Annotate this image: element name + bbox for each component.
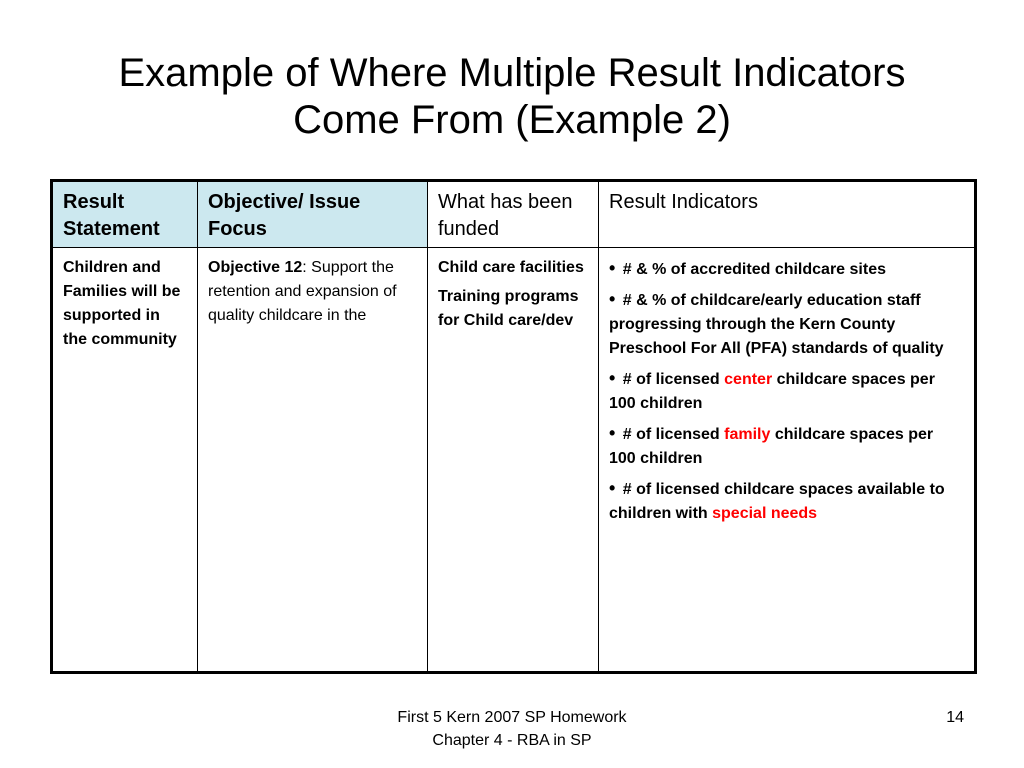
indicator-text: # & % of accredited childcare sites	[622, 261, 886, 278]
objective-text: : Support the retention and expansion of quality childcare in the	[208, 259, 397, 324]
indicator-highlight: family	[724, 426, 771, 443]
objective-number: Objective 12	[208, 259, 303, 276]
bullet-icon: •	[609, 368, 616, 388]
header-what-has-been-funded: What has been funded	[428, 181, 599, 248]
indicator-center-spaces	[609, 366, 964, 416]
indicator-highlight: special needs	[712, 505, 818, 522]
header-result-indicators: Result Indicators	[599, 181, 976, 248]
page-number: 14	[946, 709, 964, 726]
footer-line-2: Chapter 4 - RBA in SP	[432, 732, 592, 749]
table-row	[52, 248, 976, 673]
header-result-statement: Result Statement	[52, 181, 198, 248]
indicator-text-before: # of licensed	[622, 426, 725, 443]
cell-result-statement: Children and Families will be supported in the community	[52, 248, 198, 673]
indicator-highlight: center	[724, 371, 773, 388]
bullet-icon: •	[609, 289, 616, 309]
indicator-text-after: childcare spaces per 100 children	[609, 426, 934, 467]
bullet-icon: •	[609, 423, 616, 443]
indicator-staff-progress	[609, 287, 964, 361]
header-objective-issue-focus: Objective/ Issue Focus	[198, 181, 428, 248]
indicator-text-after: childcare spaces per 100 children	[609, 371, 935, 412]
indicator-text-before: # of licensed	[622, 371, 725, 388]
slide-title	[0, 50, 1024, 144]
indicator-text-before: # of licensed childcare spaces available to children with	[609, 481, 945, 522]
indicator-special-needs	[609, 476, 964, 526]
funded-item: Child care facilities	[438, 259, 584, 276]
bullet-icon: •	[609, 258, 616, 278]
cell-objective	[198, 248, 428, 673]
footer-line-1: First 5 Kern 2007 SP Homework	[397, 709, 627, 726]
indicator-family-spaces	[609, 421, 964, 471]
indicator-accredited-sites	[609, 256, 964, 282]
table-header-row	[52, 181, 976, 248]
indicator-text: # & % of childcare/early education staff progressing through the Kern County Preschool For All (PFA) standards of quality	[609, 292, 944, 357]
slide-title-line-1: Example of Where Multiple Result Indicators	[118, 51, 906, 95]
slide-title-line-2: Come From (Example 2)	[293, 98, 731, 142]
footer	[312, 706, 712, 752]
funded-item: Training programs for Child care/dev	[438, 288, 579, 329]
result-indicators-table	[50, 179, 977, 674]
cell-result-indicators	[599, 248, 976, 673]
cell-what-has-been-funded	[428, 248, 599, 673]
bullet-icon: •	[609, 478, 616, 498]
